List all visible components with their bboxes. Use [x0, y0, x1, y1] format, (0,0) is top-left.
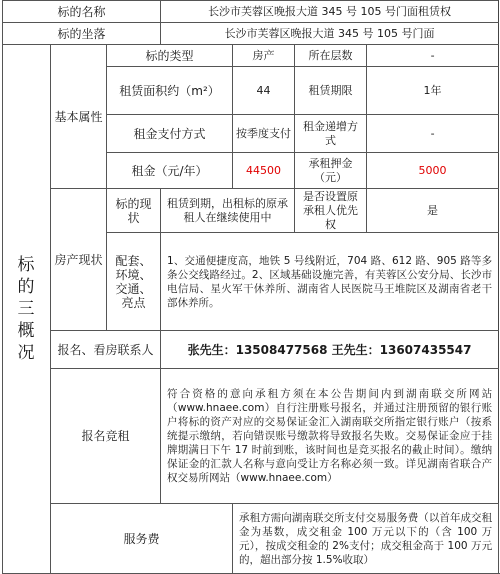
contact-value: 张先生：13508477568 王先生：13607435547 — [161, 331, 499, 369]
current-status-label: 标的现状 — [107, 189, 161, 233]
signup-text: 符合资格的意向承租方须在本公告期间内到湖南联交所网站（www.hnaee.com）自行注册账号报名，并通过注册预留的银行账户将标的资产对应的交易保证金汇入湖南联交所指定银行账户（按系统提示缴纳，若向错误账号缴款将导致报名失败。交易保证金应于挂牌期满日下午 17 时前到账，该时间也是竞买报名的截止时间）。缴纳保证金的汇款人名称与意向受让方名称必须一致。详见湖南省联合产权交易所网站（www.hnaee.com） — [161, 369, 499, 504]
increase-method-value: - — [367, 115, 499, 153]
rent-label: 租金（元/年） — [107, 153, 233, 189]
fee-text: 承租方需向湖南联交所支付交易服务费（以首年成交租金为基数，成交租金 100 万元以下的（含 100 万元），按成交租金的 2%支付；成交租金高于 100 万元的，超出部分按 1.5%收取） — [233, 504, 499, 574]
location-label: 标的坐落 — [3, 23, 161, 45]
signup-label: 报名竞租 — [51, 369, 161, 504]
fee-label: 服务费 — [51, 504, 233, 574]
current-status-value: 租赁到期，出租标的原承租人在继续使用中 — [161, 189, 295, 233]
type-value: 房产 — [233, 45, 295, 67]
section-label: 标的三概况 — [3, 45, 51, 574]
type-label: 标的类型 — [107, 45, 233, 67]
priority-value: 是 — [367, 189, 499, 233]
basic-attributes-label: 基本属性 — [51, 45, 107, 189]
payment-method-label: 租金支付方式 — [107, 115, 233, 153]
name-value: 长沙市芙蓉区晚报大道 345 号 105 号门面租赁权 — [161, 1, 499, 23]
increase-method-label: 租金递增方式 — [295, 115, 367, 153]
deposit-value: 5000 — [367, 153, 499, 189]
rent-value: 44500 — [233, 153, 295, 189]
name-label: 标的名称 — [3, 1, 161, 23]
payment-method-value: 按季度支付 — [233, 115, 295, 153]
floor-value: - — [367, 45, 499, 67]
property-status-label: 房产现状 — [51, 189, 107, 331]
contact-label: 报名、看房联系人 — [51, 331, 161, 369]
floor-label: 所在层数 — [295, 45, 367, 67]
property-info-table — [2, 0, 499, 574]
area-label: 租赁面积约（m²） — [107, 67, 233, 115]
area-value: 44 — [233, 67, 295, 115]
term-label: 租赁期限 — [295, 67, 367, 115]
priority-label: 是否设置原承租人优先权 — [295, 189, 367, 233]
facility-value: 1、交通便捷度高，地铁 5 号线附近，704 路、612 路、905 路等多条公交线路经过。2、区域基础设施完善，有芙蓉区公安分局、长沙市电信局、星火军干休养所、湖南省人民医院马王堆院区及湖南省老干部休养所。 — [161, 233, 499, 331]
term-value: 1年 — [367, 67, 499, 115]
facility-label: 配套、环境、交通、亮点 — [107, 233, 161, 331]
location-value: 长沙市芙蓉区晚报大道 345 号 105 号门面 — [161, 23, 499, 45]
deposit-label: 承租押金（元） — [295, 153, 367, 189]
